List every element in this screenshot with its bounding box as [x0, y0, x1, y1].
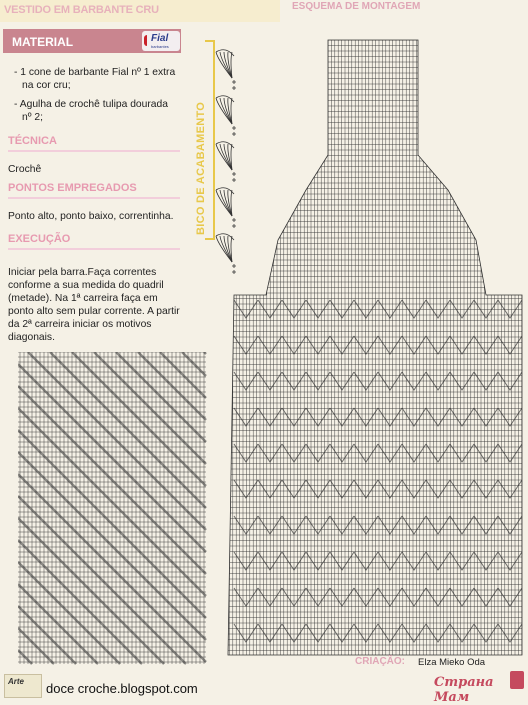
pontos-heading: PONTOS EMPREGADOS — [8, 182, 137, 194]
blog-url: doce croche.blogspot.com — [46, 681, 198, 696]
watermark: Страна Мам — [434, 675, 494, 705]
material-item-2b: nº 2; — [22, 112, 43, 123]
execucao-line-6: diagonais. — [8, 332, 55, 343]
execucao-line-2: conforme a sua medida do quadril — [8, 280, 164, 291]
arte-logo: Arte — [8, 677, 25, 686]
bico-label: BICO DE ACABAMENTO — [195, 101, 207, 235]
material-item-1: - 1 cone de barbante Fial nº 1 extra — [14, 67, 176, 78]
tecnica-heading: TÉCNICA — [8, 135, 57, 147]
page-title: VESTIDO EM BARBANTE CRU — [4, 4, 159, 16]
execucao-line-3: (metade). Na 1ª carreira faça em — [8, 293, 158, 304]
criacao-name: Elza Mieko Oda — [418, 657, 486, 668]
material-item-1b: na cor cru; — [22, 80, 71, 91]
tecnica-text: Crochê — [8, 164, 42, 175]
execucao-heading: EXECUÇÃO — [8, 233, 71, 245]
criacao-label: CRIAÇÃO: — [355, 656, 405, 667]
execucao-line-1: Iniciar pela barra.Faça correntes — [8, 267, 157, 278]
watermark-badge-icon — [510, 671, 524, 689]
execucao-line-5: da 2ª carreira iniciar os motivos — [8, 319, 152, 330]
fial-logo-text: Fial — [151, 33, 169, 44]
fial-logo-sub: barbantes — [151, 44, 169, 49]
material-heading: MATERIAL — [12, 35, 74, 49]
esquema-heading: ESQUEMA DE MONTAGEM — [292, 1, 421, 12]
material-item-2: - Agulha de crochê tulipa dourada — [14, 99, 168, 110]
execucao-line-4: ponto alto sem pular corrente. A partir — [8, 306, 180, 317]
pontos-text: Ponto alto, ponto baixo, correntinha. — [8, 211, 174, 222]
